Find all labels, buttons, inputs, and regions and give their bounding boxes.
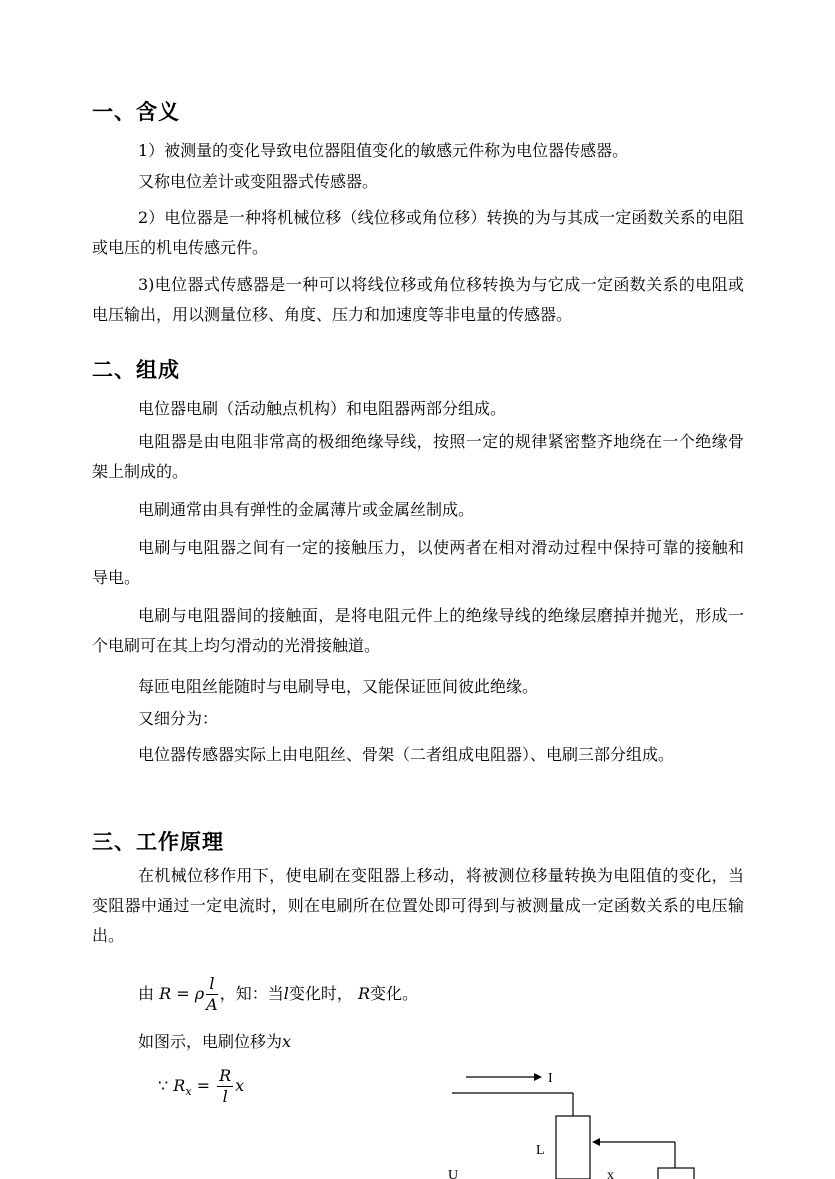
paragraph: 电刷与电阻器间的接触面，是将电阻元件上的绝缘导线的绝缘层磨掉并抛光，形成一个电刷可在其上均匀滑动的光滑接触道。	[92, 606, 744, 655]
rx-formula: ∵ $R_x$ = $\frac{R}{l}$ x	[158, 1066, 245, 1106]
potentiometer-circuit-diagram	[440, 1060, 710, 1179]
fraction: $\frac{R}{l}$	[219, 1066, 232, 1106]
formula-lhs: R = ρ	[159, 984, 205, 1003]
paragraph: 电刷通常由具有弹性的金属薄片或金属丝制成。	[138, 500, 475, 519]
load-box	[658, 1168, 694, 1179]
paragraph: 1）被测量的变化导致电位器阻值变化的敏感元件称为电位器传感器。	[138, 141, 629, 160]
label-current: I	[548, 1071, 553, 1086]
paragraph: 电位器电刷（活动触点机构）和电阻器两部分组成。	[138, 399, 507, 418]
label-length: L	[536, 1143, 545, 1158]
paragraph: 3)电位器式传感器是一种可以将线位移或角位移转换为与它成一定函数关系的电阻或电压输出，用以测量位移、角度、压力和加速度等非电量的传感器。	[92, 275, 744, 324]
section-heading-meaning: 一、含义	[92, 100, 180, 124]
figure-caption-line: 如图示，电刷位移为x	[138, 1032, 292, 1051]
resistor	[556, 1116, 590, 1179]
section-heading-principle: 三、工作原理	[92, 830, 224, 854]
fraction: $\frac{l}{A}$	[206, 974, 218, 1014]
resistance-formula: 由 R = ρ $\frac{l}{A}$ ，知：当l变化时， R变化。	[138, 974, 419, 1014]
paragraph: 又细分为：	[138, 709, 219, 728]
paragraph: 又称电位差计或变阻器式传感器。	[138, 172, 379, 191]
paragraph: 在机械位移作用下，使电刷在变阻器上移动，将被测位移量转换为电阻值的变化，当变阻器中通过一定电流时，则在电刷所在位置处即可得到与被测量成一定函数关系的电压输出。	[92, 866, 744, 945]
label-displacement: x	[607, 1168, 614, 1179]
paragraph: 电刷与电阻器之间有一定的接触压力，以使两者在相对滑动过程中保持可靠的接触和导电。	[92, 538, 744, 587]
label-voltage: U	[448, 1168, 459, 1179]
paragraph: 2）电位器是一种将机械位移（线位移或角位移）转换的为与其成一定函数关系的电阻或电压的机电传感元件。	[92, 208, 744, 257]
section-heading-composition: 二、组成	[92, 358, 180, 382]
current-arrowhead	[534, 1073, 542, 1081]
paragraph: 电位器传感器实际上由电阻丝、骨架（二者组成电阻器）、电刷三部分组成。	[138, 745, 675, 764]
paragraph: 电阻器是由电阻非常高的极细绝缘导线，按照一定的规律紧密整齐地绕在一个绝缘骨架上制成的。	[92, 432, 744, 481]
paragraph: 每匝电阻丝能随时与电刷导电，又能保证匝间彼此绝缘。	[138, 677, 539, 696]
